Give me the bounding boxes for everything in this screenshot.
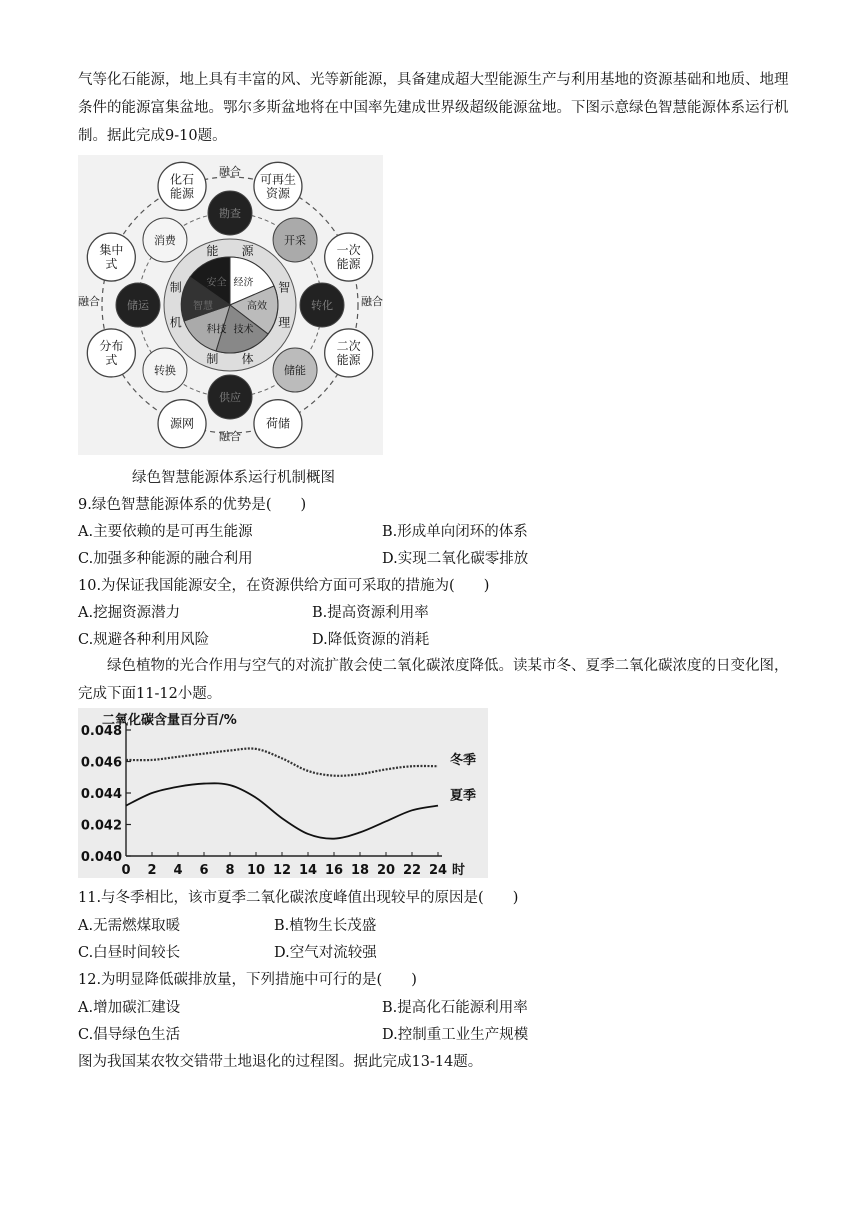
fusion-label: 融合 xyxy=(219,430,241,443)
inner-node xyxy=(208,191,252,235)
q9-option-b[interactable]: B.形成单向闭环的体系 xyxy=(382,524,528,540)
x-tick-label: 10 xyxy=(246,863,266,878)
outer-node xyxy=(158,162,206,210)
pie-label: 科技 xyxy=(206,324,227,336)
outer-node xyxy=(158,400,206,448)
y-tick-label: 0.046 xyxy=(80,755,122,771)
svg-text:开采: 开采 xyxy=(284,233,307,247)
svg-text:资源: 资源 xyxy=(265,186,290,201)
q10-option-d[interactable]: D.降低资源的消耗 xyxy=(312,632,430,648)
ring-char: 理 xyxy=(278,315,291,330)
svg-text:二次: 二次 xyxy=(336,338,361,353)
svg-text:储运: 储运 xyxy=(127,299,149,312)
x-tick-label: 4 xyxy=(173,863,183,878)
fusion-label: 融合 xyxy=(361,295,383,308)
q12-stem: 12.为明显降低碳排放量，下列措施中可行的是( ) xyxy=(78,972,417,988)
svg-text:一次: 一次 xyxy=(336,243,361,258)
pie-label: 技术 xyxy=(233,324,254,336)
svg-text:转化: 转化 xyxy=(311,299,333,312)
x-tick-label: 6 xyxy=(199,863,209,878)
svg-text:供应: 供应 xyxy=(219,391,241,404)
inner-node xyxy=(273,348,317,392)
energy-system-diagram xyxy=(78,155,383,455)
q9-option-d[interactable]: D.实现二氧化碳零排放 xyxy=(382,551,529,567)
inner-node xyxy=(116,283,160,327)
svg-text:可再生: 可再生 xyxy=(259,172,296,187)
x-axis-label: 时 xyxy=(452,863,466,878)
series-label: 冬季 xyxy=(450,753,477,769)
ring-char: 智 xyxy=(278,280,291,295)
fusion-label: 融合 xyxy=(78,295,100,308)
svg-text:荷储: 荷储 xyxy=(265,416,290,431)
q12-option-b[interactable]: B.提高化石能源利用率 xyxy=(382,1000,528,1016)
x-tick-label: 20 xyxy=(376,863,396,878)
pie-label: 高效 xyxy=(247,301,267,312)
outer-node xyxy=(325,233,373,281)
intro-paragraph: 气等化石能源，地上具有丰富的风、光等新能源，具备建成超大型能源生产与利用基地的资源基础和地质、地理条件的能源富集盆地。鄂尔多斯盆地将在中国率先建成世界级超级能源盆地。下图示意绿色智慧能源体系运行机制。据此完成9-10题。 xyxy=(78,72,789,144)
y-tick-label: 0.042 xyxy=(80,818,122,834)
inner-node xyxy=(208,375,252,419)
inner-node xyxy=(143,348,187,392)
pie-label: 安全 xyxy=(206,277,227,289)
svg-text:式: 式 xyxy=(105,257,118,272)
x-tick-label: 12 xyxy=(272,863,292,878)
q12-option-c[interactable]: C.倡导绿色生活 xyxy=(78,1027,181,1043)
svg-text:化石: 化石 xyxy=(170,172,195,187)
q11-stem: 11.与冬季相比，该市夏季二氧化碳浓度峰值出现较早的原因是( ) xyxy=(78,890,519,906)
ring-char: 能 xyxy=(206,243,219,258)
ring-char: 源 xyxy=(241,243,254,258)
q12-option-a[interactable]: A.增加碳汇建设 xyxy=(78,1000,181,1016)
q9-stem: 9.绿色智慧能源体系的优势是( ) xyxy=(78,497,307,513)
svg-text:式: 式 xyxy=(105,352,118,367)
svg-text:分布: 分布 xyxy=(99,338,124,353)
svg-text:集中: 集中 xyxy=(99,243,124,258)
x-tick-label: 22 xyxy=(402,863,422,878)
diagram-caption: 绿色智慧能源体系运行机制概图 xyxy=(132,470,335,486)
chart-title: 二氧化碳含量百分百/% xyxy=(102,713,237,728)
q10-stem: 10.为保证我国能源安全，在资源供给方面可采取的措施为( ) xyxy=(78,578,490,594)
q10-option-c[interactable]: C.规避各种利用风险 xyxy=(78,632,210,648)
outer-node xyxy=(254,400,302,448)
q9-option-c[interactable]: C.加强多种能源的融合利用 xyxy=(78,551,253,567)
x-tick-label: 18 xyxy=(350,863,370,878)
x-tick-label: 2 xyxy=(147,863,157,878)
q11-option-a[interactable]: A.无需燃煤取暖 xyxy=(78,918,181,934)
svg-text:能源: 能源 xyxy=(336,257,361,272)
x-tick-label: 14 xyxy=(298,863,318,878)
svg-text:能源: 能源 xyxy=(170,186,195,201)
pie-label: 智慧 xyxy=(193,301,213,312)
outer-node xyxy=(87,329,135,377)
fusion-label: 融合 xyxy=(219,165,241,178)
q10-option-a[interactable]: A.挖掘资源潜力 xyxy=(78,605,181,621)
x-tick-label: 24 xyxy=(428,863,448,878)
ring-char: 体 xyxy=(241,352,254,367)
outer-node xyxy=(325,329,373,377)
inner-node xyxy=(273,218,317,262)
y-tick-label: 0.044 xyxy=(80,787,122,802)
x-tick-label: 8 xyxy=(225,863,235,878)
svg-text:能源: 能源 xyxy=(336,352,361,367)
svg-text:消费: 消费 xyxy=(153,233,176,247)
ring-char: 制 xyxy=(206,352,219,367)
q9-option-a[interactable]: A.主要依赖的是可再生能源 xyxy=(78,524,253,540)
tail-paragraph: 图为我国某农牧交错带土地退化的过程图。据此完成13-14题。 xyxy=(78,1054,483,1070)
inner-node xyxy=(300,283,344,327)
co2-daily-chart xyxy=(78,708,488,878)
q12-option-d[interactable]: D.控制重工业生产规模 xyxy=(382,1027,529,1043)
svg-text:储能: 储能 xyxy=(284,364,307,378)
outer-node xyxy=(87,233,135,281)
pie-label: 经济 xyxy=(233,277,254,289)
para-co2-intro: 绿色植物的光合作用与空气的对流扩散会使二氧化碳浓度降低。读某市冬、夏季二氧化碳浓度的日变化图，完成下面11-12小题。 xyxy=(78,658,789,702)
x-tick-label: 0 xyxy=(121,863,131,878)
x-tick-label: 16 xyxy=(324,863,344,878)
ring-char: 制 xyxy=(169,280,182,295)
q11-option-b[interactable]: B.植物生长茂盛 xyxy=(274,918,377,934)
ring-char: 机 xyxy=(169,315,182,330)
outer-node xyxy=(254,162,302,210)
y-tick-label: 0.040 xyxy=(80,850,122,865)
svg-text:转换: 转换 xyxy=(153,364,176,378)
inner-node xyxy=(143,218,187,262)
svg-text:源网: 源网 xyxy=(170,416,195,431)
y-tick-label: 0.048 xyxy=(80,724,122,739)
series-label: 夏季 xyxy=(450,788,477,804)
q11-option-c[interactable]: C.白昼时间较长 xyxy=(78,945,181,961)
svg-text:勘查: 勘查 xyxy=(219,207,241,220)
q11-option-d[interactable]: D.空气对流较强 xyxy=(274,945,377,961)
q10-option-b[interactable]: B.提高资源利用率 xyxy=(312,605,429,621)
